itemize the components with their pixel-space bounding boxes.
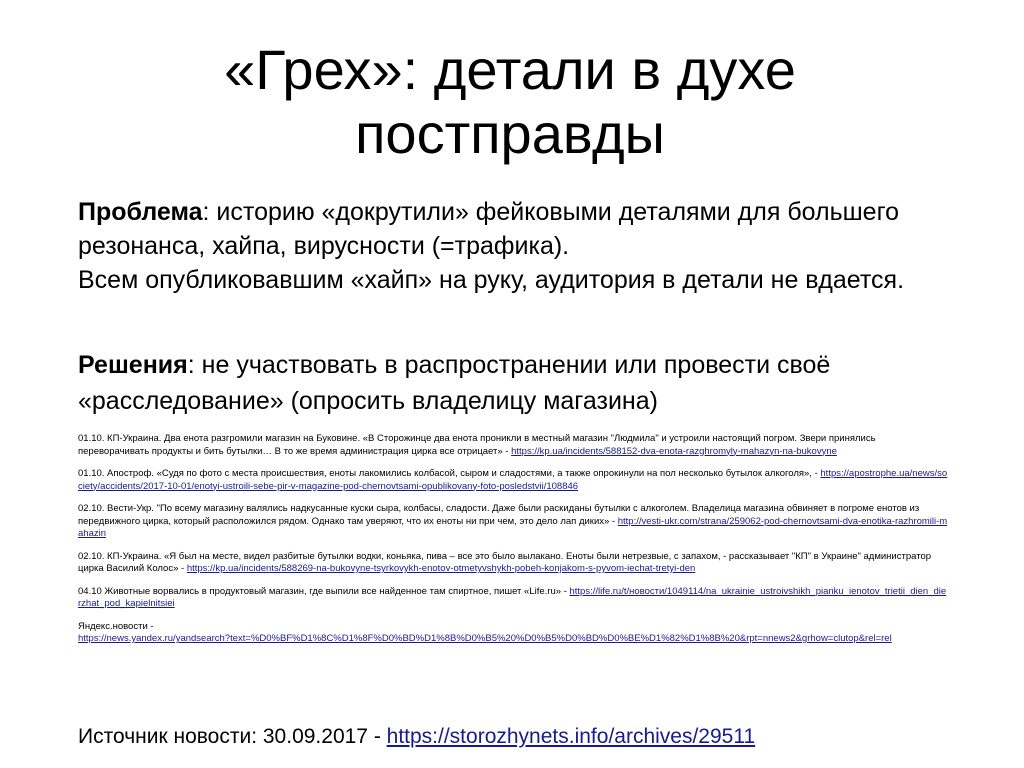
problem-text-2: Всем опубликовавшим «хайп» на руку, аудитория в детали не вдается. xyxy=(78,266,905,294)
source-text: Яндекс.новости - xyxy=(78,620,154,632)
problem-section xyxy=(78,195,978,297)
solution-separator: : xyxy=(187,351,195,379)
source-link[interactable]: https://kp.ua/incidents/588152-dva-enota-razghromyly-mahazyn-na-bukovyne xyxy=(511,445,837,457)
problem-text: историю «докрутили» фейковыми деталями для большего резонанса, хайпа, вирусности (=трафика). xyxy=(78,198,900,260)
source-item xyxy=(78,468,948,493)
source-item xyxy=(78,621,948,646)
source-item xyxy=(78,551,948,576)
source-text: 02.10. Вести-Укр. "По всему магазину валялись надкусанные куски сыра, колбасы, сладости. Даже были раскиданы бутылки с алкоголем. Владелица магазина обвиняет в погроме енотов из передвижного цирка, который расположился рядом. Однако там уверяют, что их еноты ни при чем, это дело лап диких» - xyxy=(78,503,920,527)
news-source-label: Источник новости: 30.09.2017 - xyxy=(78,725,387,748)
source-link[interactable]: https://news.yandex.ru/yandsearch?text=%D0%BF%D1%8C%D1%8F%D0%BD%D1%8B%D0%B5%20%D0%B5%D0%BD%D0%BE%D1%82%D1%8B%20&rpt=nnews2&grhow=clutop&rel=rel xyxy=(78,633,892,644)
source-item xyxy=(78,433,948,458)
source-link[interactable]: http://vesti-ukr.com/strana/259062-pod-chernovtsami-dva-enotika-razhromili-mahazin xyxy=(78,515,948,539)
source-link[interactable]: https://kp.ua/incidents/588269-na-bukovyne-tsyrkovykh-enotov-otmetyvshykh-pobeh-konjakom-s-pyvom-iechat-tretyi-den xyxy=(186,563,696,574)
source-item xyxy=(78,586,948,611)
source-text: 01.10. Апостроф. «Судя по фото с места происшествия, еноты лакомились колбасой, сыром и сладостями, а также опрокинули на пол несколько бутылок алкоголя», - xyxy=(78,468,821,479)
source-text: 01.10. КП-Украина. Два енота разгромили магазин на Буковине. «В Сторожинце два енота проникли в местный магазин "Людмила" и устроили настоящий погром. Звери принялись переворачивать продукты и бить бутылки… В то же время администрация цирка все отрицает» - xyxy=(78,433,876,457)
news-source-link[interactable]: https://storozhynets.info/archives/29511 xyxy=(386,725,756,748)
source-text: 02.10. КП-Украина. «Я был на месте, видел разбитые бутылки водки, коньяка, пива – все это было вылакано. Еноты были нетрезвые, с запахом, - рассказывает "КП" в Украине" администратор цирка Василий Колос» - xyxy=(78,550,932,574)
source-link[interactable]: https://apostrophe.ua/news/society/accidents/2017-10-01/enotyi-ustroili-sebe-pir-v-magazine-pod-chernovtsami-opublikovany-foto-posledstvii/108846 xyxy=(78,468,948,492)
source-link[interactable]: https://life.ru/t/новости/1049114/na_ukrainie_ustroivshikh_pianku_ienotov_trietii_dien_dierzhat_pod_kapielnitsiei xyxy=(78,585,947,609)
news-source xyxy=(78,724,978,750)
solution-text: не участвовать в распространении или провести своё «расследование» (опросить владелицу магазина) xyxy=(78,351,831,415)
slide-title: «Грех»: детали в духе постправды xyxy=(224,38,796,165)
source-item xyxy=(78,503,948,541)
sources-list xyxy=(78,433,948,656)
solution-section xyxy=(78,347,978,419)
solution-label: Решения xyxy=(78,351,188,379)
problem-label: Проблема xyxy=(78,198,203,226)
source-text: 04.10 Животные ворвались в продуктовый магазин, где выпили все найденное там спиртное, пишет «Life.ru» - xyxy=(78,585,570,597)
problem-separator: : xyxy=(202,198,210,226)
